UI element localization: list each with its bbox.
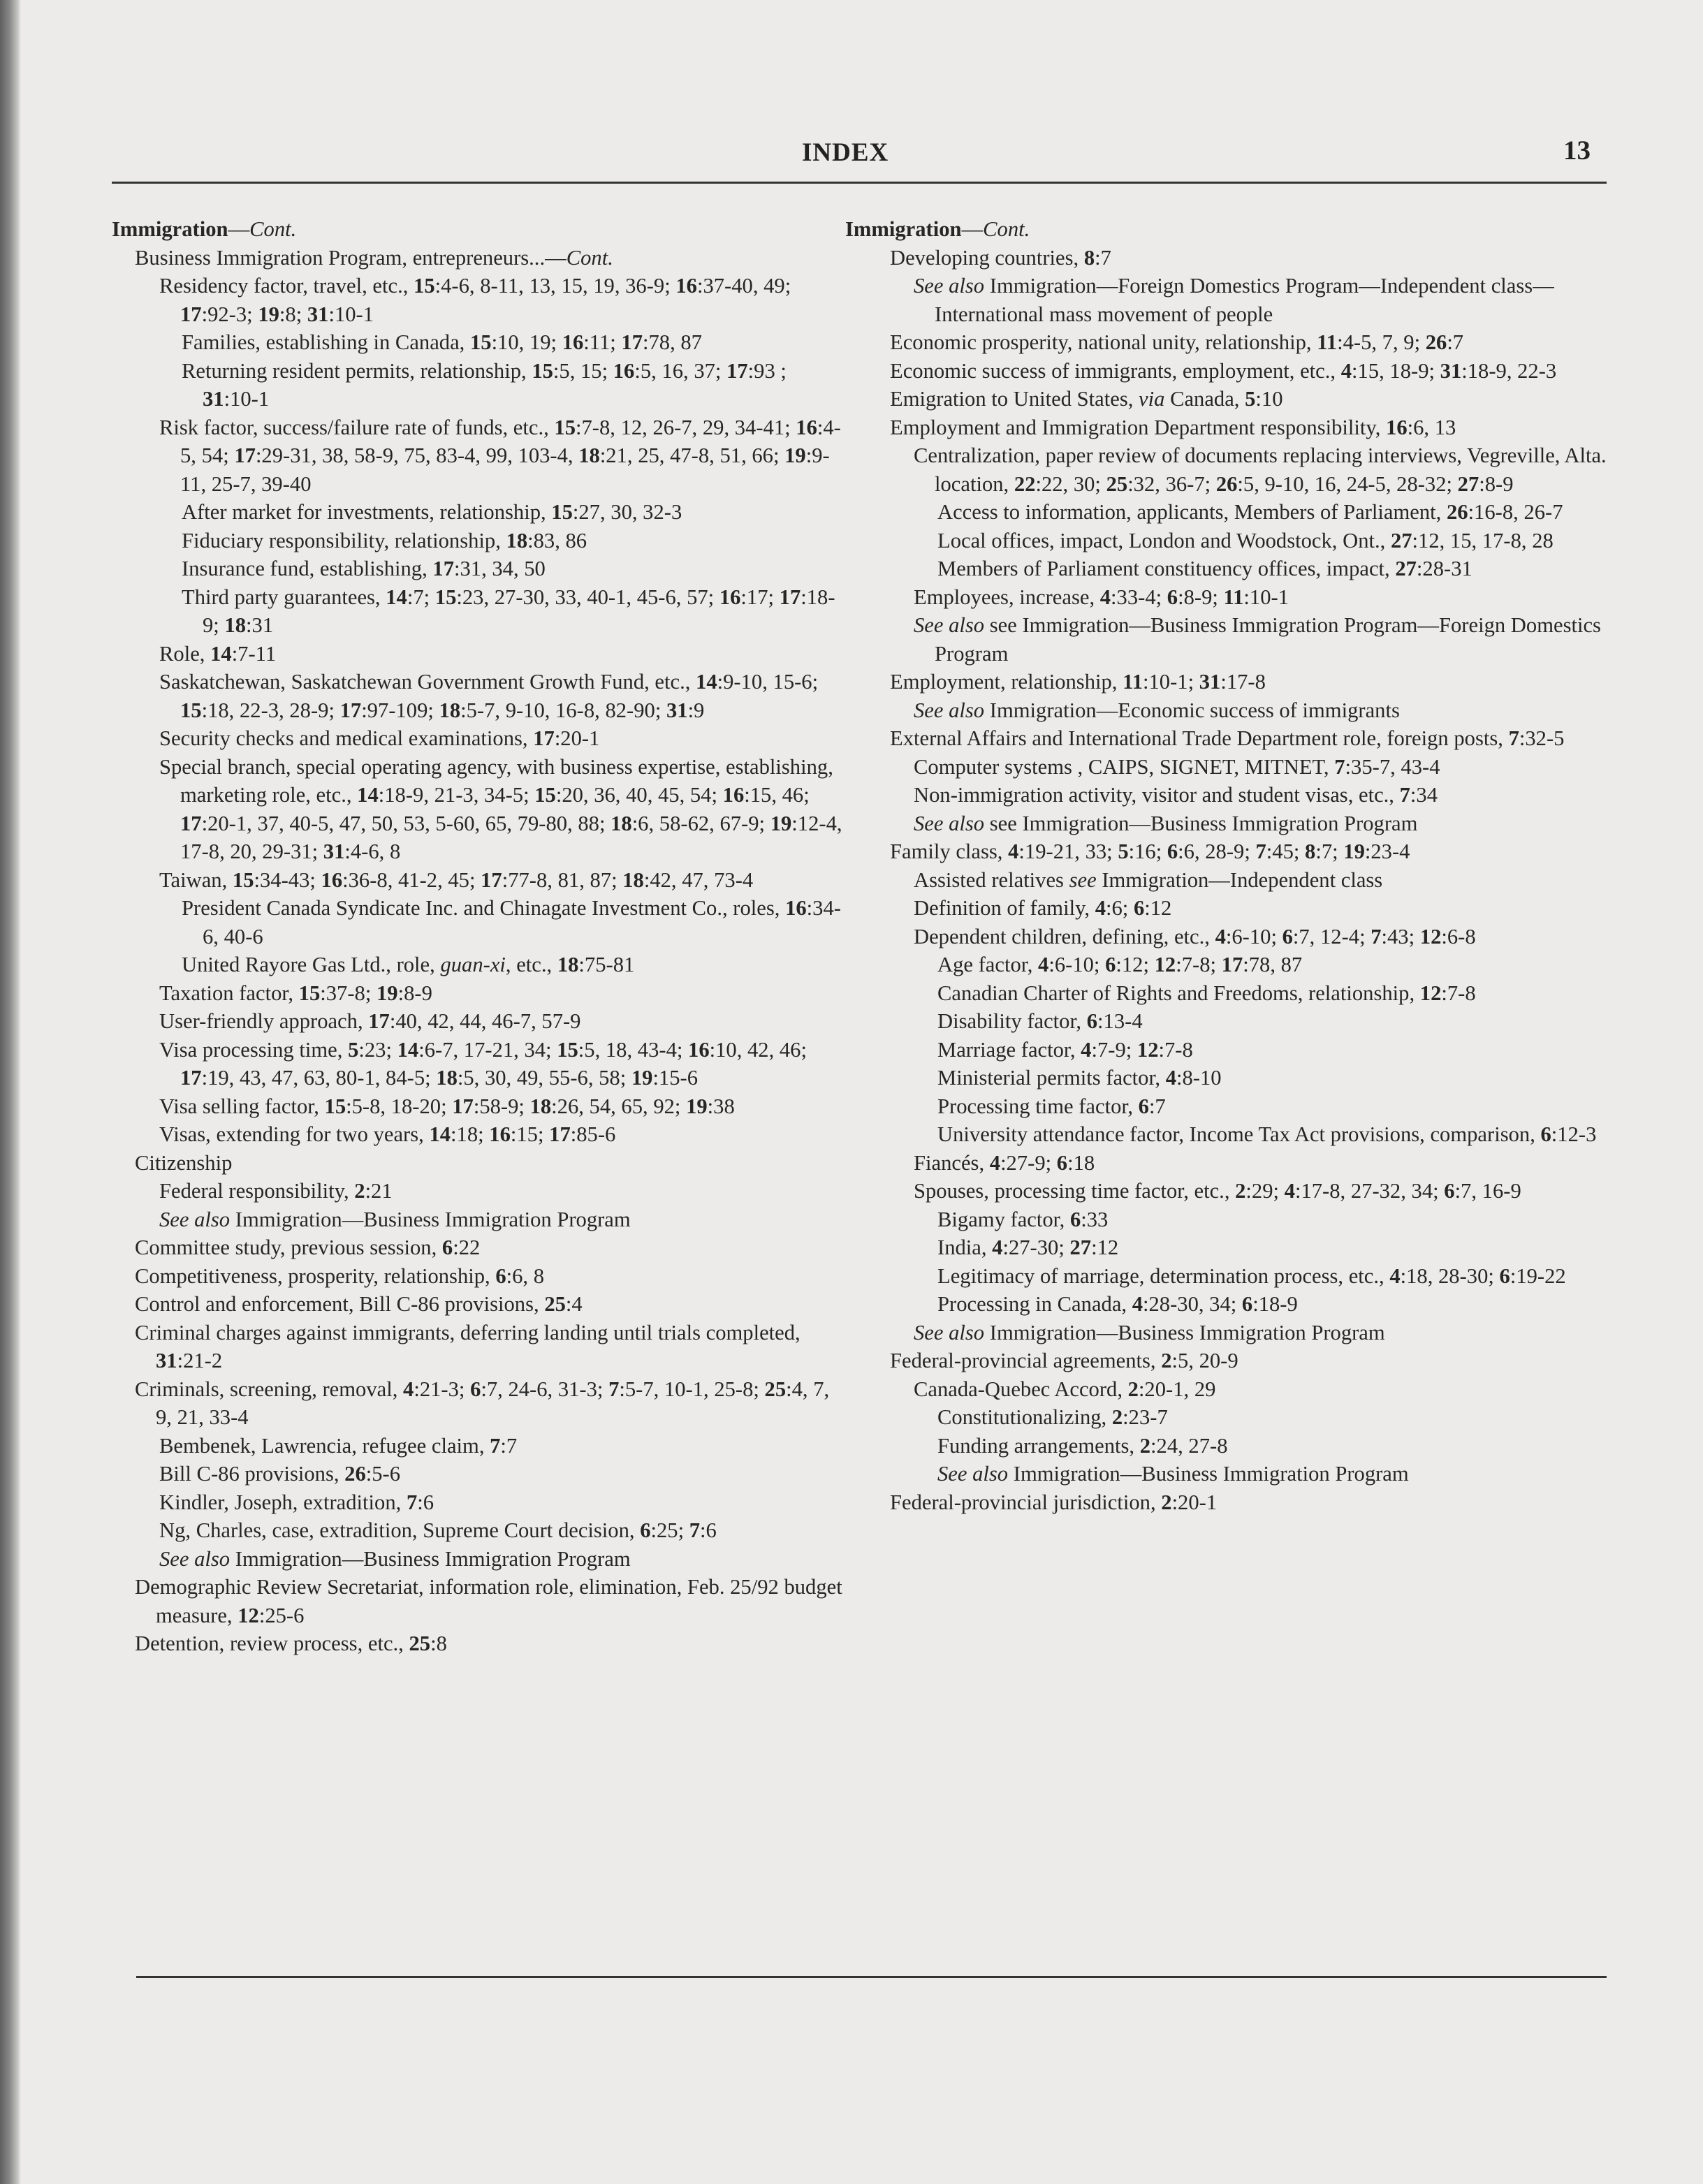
index-entry: Family class, 4:19-21, 33; 5:16; 6:6, 28-9; 7:45; 8:7; 19:23-4 xyxy=(890,840,1410,863)
index-entry: See also Immigration—Business Immigration Program xyxy=(937,1462,1409,1486)
index-entry: Visa processing time, 5:23; 14:6-7, 17-21, 34; 15:5, 18, 43-4; 16:10, 42, 46; 17:19, 43, 47, 63, 80-1, 84-5; 18:5, 30, 49, 55-6, 58; 19:15-6 xyxy=(159,1037,807,1090)
index-entry: Constitutionalizing, 2:23-7 xyxy=(937,1405,1168,1429)
index-entry: Ministerial permits factor, 4:8-10 xyxy=(937,1066,1222,1090)
index-entry: Residency factor, travel, etc., 15:4-6, 8-11, 13, 15, 19, 36-9; 16:37-40, 49; 17:92-3; 19:8; 31:10-1 xyxy=(159,274,791,326)
index-entry: Employment and Immigration Department responsibility, 16:6, 13 xyxy=(890,415,1456,439)
index-entry: Saskatchewan, Saskatchewan Government Growth Fund, etc., 14:9-10, 15-6; 15:18, 22-3, 28-9; 17:97-109; 18:5-7, 9-10, 16-8, 82-90; 31:9 xyxy=(159,670,819,722)
index-entry: Fiduciary responsibility, relationship, 18:83, 86 xyxy=(182,528,587,552)
index-entry: Insurance fund, establishing, 17:31, 34, 50 xyxy=(182,557,546,580)
index-entry: Fiancés, 4:27-9; 6:18 xyxy=(914,1150,1095,1175)
index-entry: University attendance factor, Income Tax Act provisions, comparison, 6:12-3 xyxy=(937,1122,1597,1146)
index-entry: Emigration to United States, via Canada, 5:10 xyxy=(890,387,1283,411)
index-entry: Business Immigration Program, entrepreneurs...—Cont. xyxy=(135,245,613,270)
book-spine-shadow xyxy=(0,0,21,2184)
index-entry: Processing time factor, 6:7 xyxy=(937,1094,1166,1118)
index-entry: Citizenship xyxy=(135,1150,233,1175)
index-entry: Role, 14:7-11 xyxy=(159,641,277,666)
index-entry: External Affairs and International Trade Department role, foreign posts, 7:32-5 xyxy=(890,726,1565,750)
index-entry: See also Immigration—Economic success of immigrants xyxy=(914,698,1400,722)
page-title: INDEX xyxy=(802,138,889,167)
index-entry: Economic success of immigrants, employment, etc., 4:15, 18-9; 31:18-9, 22-3 xyxy=(890,358,1557,383)
index-entry: Canada-Quebec Accord, 2:20-1, 29 xyxy=(914,1377,1216,1401)
index-entry: Access to information, applicants, Members of Parliament, 26:16-8, 26-7 xyxy=(937,500,1563,524)
index-entry: Security checks and medical examinations, 17:20-1 xyxy=(159,726,600,750)
index-entry: Non-immigration activity, visitor and student visas, etc., 7:34 xyxy=(914,783,1438,807)
index-entry: Employment, relationship, 11:10-1; 31:17-8 xyxy=(890,670,1266,694)
index-entry: Bembenek, Lawrencia, refugee claim, 7:7 xyxy=(159,1433,518,1458)
index-entry: Disability factor, 6:13-4 xyxy=(937,1009,1143,1033)
index-entry: Federal-provincial agreements, 2:5, 20-9 xyxy=(890,1349,1238,1372)
index-entry: Funding arrangements, 2:24, 27-8 xyxy=(937,1433,1228,1458)
index-entry: Definition of family, 4:6; 6:12 xyxy=(914,896,1172,920)
index-column-right xyxy=(845,215,1621,1516)
index-entry: United Rayore Gas Ltd., role, guan-xi, etc., 18:75-81 xyxy=(182,953,635,976)
index-entry: Developing countries, 8:7 xyxy=(890,245,1111,270)
index-entry: President Canada Syndicate Inc. and Chinagate Investment Co., roles, 16:34-6, 40-6 xyxy=(182,896,841,948)
index-entry: Ng, Charles, case, extradition, Supreme Court decision, 6:25; 7:6 xyxy=(159,1518,717,1542)
header-rule xyxy=(112,182,1607,184)
index-entry: Bill C-86 provisions, 26:5-6 xyxy=(159,1462,401,1486)
index-entry: Criminal charges against immigrants, deferring landing until trials completed, 31:21-2 xyxy=(135,1320,801,1372)
index-entry: Returning resident permits, relationship, 15:5, 15; 16:5, 16, 37; 17:93 ; 31:10-1 xyxy=(182,358,787,411)
index-entry: Visa selling factor, 15:5-8, 18-20; 17:58-9; 18:26, 54, 65, 92; 19:38 xyxy=(159,1094,735,1118)
index-entry: See also see Immigration—Business Immigration Program—Foreign Domestics Program xyxy=(914,613,1601,666)
index-entry: Economic prosperity, national unity, relationship, 11:4-5, 7, 9; 26:7 xyxy=(890,330,1464,354)
index-entry: Visas, extending for two years, 14:18; 16:15; 17:85-6 xyxy=(159,1122,616,1146)
index-entry: Taiwan, 15:34-43; 16:36-8, 41-2, 45; 17:77-8, 81, 87; 18:42, 47, 73-4 xyxy=(159,867,754,892)
page-number: 13 xyxy=(1563,135,1591,166)
index-entry: Processing in Canada, 4:28-30, 34; 6:18-9 xyxy=(937,1292,1298,1316)
index-entry: Dependent children, defining, etc., 4:6-10; 6:7, 12-4; 7:43; 12:6-8 xyxy=(914,924,1476,948)
index-entry: Local offices, impact, London and Woodstock, Ont., 27:12, 15, 17-8, 28 xyxy=(937,528,1554,552)
index-entry: Immigration—Cont. xyxy=(112,217,297,241)
index-entry: Control and enforcement, Bill C-86 provisions, 25:4 xyxy=(135,1292,583,1316)
index-entry: Demographic Review Secretariat, information role, elimination, Feb. 25/92 budget measure, 12:25-6 xyxy=(135,1575,842,1627)
index-entry: Members of Parliament constituency offices, impact, 27:28-31 xyxy=(937,557,1472,580)
index-entry: Legitimacy of marriage, determination process, etc., 4:18, 28-30; 6:19-22 xyxy=(937,1263,1566,1288)
index-entry: Competitiveness, prosperity, relationship, 6:6, 8 xyxy=(135,1263,545,1288)
index-entry: See also Immigration—Business Immigration Program xyxy=(159,1546,631,1571)
index-entry: Federal responsibility, 2:21 xyxy=(159,1179,393,1203)
index-entry: Taxation factor, 15:37-8; 19:8-9 xyxy=(159,981,432,1005)
index-entry: Employees, increase, 4:33-4; 6:8-9; 11:10-1 xyxy=(914,585,1289,609)
index-entry: Age factor, 4:6-10; 6:12; 12:7-8; 17:78, 87 xyxy=(937,953,1303,976)
index-entry: Immigration—Cont. xyxy=(845,217,1030,241)
index-entry: See also Immigration—Business Immigration Program xyxy=(914,1320,1385,1344)
index-entry: User-friendly approach, 17:40, 42, 44, 46-7, 57-9 xyxy=(159,1009,581,1033)
index-entry: Committee study, previous session, 6:22 xyxy=(135,1236,481,1259)
index-entry: See also Immigration—Business Immigration Program xyxy=(159,1207,631,1231)
index-entry: See also see Immigration—Business Immigration Program xyxy=(914,811,1418,835)
index-entry: Kindler, Joseph, extradition, 7:6 xyxy=(159,1490,434,1514)
index-entry: Special branch, special operating agency, with business expertise, establishing, marketing role, etc., 14:18-9, 21-3, 34-5; 15:20, 36, 40, 45, 54; 16:15, 46; 17:20-1, 37, 40-5, 47, 50, 53, 5-60, 65, 79-80, 88; 18:6, 58-62, 67-9; 19:12-4, 17-8, 20, 29-31; 31:4-6, 8 xyxy=(159,754,842,863)
index-entry: Centralization, paper review of documents replacing interviews, Vegreville, Alta. location, 22:22, 30; 25:32, 36-7; 26:5, 9-10, 16, 24-5, 28-32; 27:8-9 xyxy=(914,444,1607,496)
index-column-left xyxy=(112,215,845,1658)
index-entry: Detention, review process, etc., 25:8 xyxy=(135,1632,447,1655)
index-entry: Families, establishing in Canada, 15:10, 19; 16:11; 17:78, 87 xyxy=(182,330,702,354)
index-entry: Criminals, screening, removal, 4:21-3; 6:7, 24-6, 31-3; 7:5-7, 10-1, 25-8; 25:4, 7, 9, 21, 33-4 xyxy=(135,1377,830,1429)
index-entry: See also Immigration—Foreign Domestics Program—Independent class—International mass movement of people xyxy=(914,274,1554,326)
index-entry: Spouses, processing time factor, etc., 2:29; 4:17-8, 27-32, 34; 6:7, 16-9 xyxy=(914,1179,1521,1203)
index-entry: Canadian Charter of Rights and Freedoms, relationship, 12:7-8 xyxy=(937,981,1476,1005)
index-entry: India, 4:27-30; 27:12 xyxy=(937,1236,1119,1259)
index-entry: Bigamy factor, 6:33 xyxy=(937,1207,1109,1231)
index-entry: After market for investments, relationship, 15:27, 30, 32-3 xyxy=(182,500,682,524)
index-entry: Federal-provincial jurisdiction, 2:20-1 xyxy=(890,1490,1218,1514)
index-entry: Computer systems , CAIPS, SIGNET, MITNET, 7:35-7, 43-4 xyxy=(914,754,1440,779)
index-entry: Marriage factor, 4:7-9; 12:7-8 xyxy=(937,1037,1193,1062)
index-entry: Third party guarantees, 14:7; 15:23, 27-30, 33, 40-1, 45-6, 57; 16:17; 17:18-9; 18:31 xyxy=(182,585,835,637)
footer-rule xyxy=(136,1976,1607,1978)
index-entry: Risk factor, success/failure rate of funds, etc., 15:7-8, 12, 26-7, 29, 34-41; 16:4-5, 54; 17:29-31, 38, 58-9, 75, 83-4, 99, 103-4, 18:21, 25, 47-8, 51, 66; 19:9-11, 25-7, 39-40 xyxy=(159,415,841,496)
index-entry: Assisted relatives see Immigration—Independent class xyxy=(914,867,1383,892)
